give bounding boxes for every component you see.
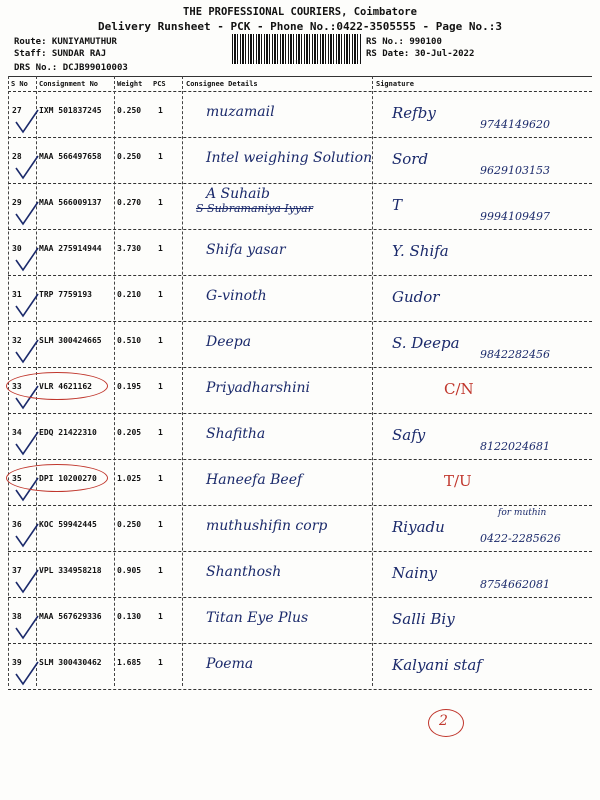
table-row [0,368,600,414]
row-sno: 35 [12,474,22,483]
check-tick-icon [14,430,40,458]
consignee-handwritten: muzamail [206,104,275,120]
signature-handwritten: S. Deepa [392,334,460,352]
check-tick-icon [14,292,40,320]
row-weight: 0.210 [117,290,142,299]
consignment-number: VLR 4621162 [39,382,92,391]
consignee-handwritten: Deepa [206,334,252,350]
row-pcs: 1 [158,520,163,529]
table-row [0,184,600,230]
row-pcs: 1 [158,566,163,575]
consignment-number: KOC 59942445 [39,520,97,529]
col-header-consignment: Consignment No [39,80,99,88]
consignment-number: EDQ 21422310 [39,428,97,437]
row-weight: 3.730 [117,244,142,253]
row-weight: 0.510 [117,336,142,345]
check-tick-icon [14,246,40,274]
signature-handwritten: C/N [444,380,474,398]
consignee-handwritten: Shanthosh [206,564,282,580]
row-weight: 1.685 [117,658,142,667]
consignee-handwritten: G-vinoth [206,288,267,304]
consignee-handwritten: A Suhaib [206,186,270,202]
consignee-handwritten: Poema [206,656,254,672]
consignment-number: MAA 566497658 [39,152,102,161]
rs-meta [366,36,474,60]
table-row [0,552,600,598]
signature-handwritten: T [392,196,403,214]
row-pcs: 1 [158,658,163,667]
company-title: THE PROFESSIONAL COURIERS, Coimbatore [183,6,417,18]
table-row [0,506,600,552]
row-pcs: 1 [158,198,163,207]
consignee-handwritten: Titan Eye Plus [206,610,309,626]
signature-handwritten: Gudor [392,288,440,306]
row-divider [8,689,592,690]
col-header-signature: Signature [376,80,414,88]
row-sno: 29 [12,198,22,207]
row-pcs: 1 [158,152,163,161]
row-sno: 39 [12,658,22,667]
row-pcs: 1 [158,290,163,299]
red-circle-annotation [6,464,108,492]
consignment-number: MAA 275914944 [39,244,102,253]
signature-handwritten: Salli Biy [392,610,455,628]
table-row [0,138,600,184]
row-pcs: 1 [158,106,163,115]
check-tick-icon [14,154,40,182]
consignment-number: SLM 300424665 [39,336,102,345]
consignee-struck-out: S Subramaniya Iyyar [196,202,313,215]
consignee-handwritten: Shifa yasar [206,242,286,258]
rs-number: RS No.: 990100 [366,37,442,47]
consignment-number: MAA 566009137 [39,198,102,207]
row-weight: 0.130 [117,612,142,621]
consignment-number: DPI 10200270 [39,474,97,483]
runsheet-subtitle: Delivery Runsheet - PCK - Phone No.:0422-3505555 - Page No.:3 [98,20,502,33]
row-sno: 32 [12,336,22,345]
table-row [0,92,600,138]
row-weight: 0.270 [117,198,142,207]
route-meta [14,36,128,74]
row-weight: 0.195 [117,382,142,391]
signature-handwritten: Riyadu [392,518,445,536]
row-sno: 33 [12,382,22,391]
row-weight: 0.250 [117,106,142,115]
check-tick-icon [14,108,40,136]
row-pcs: 1 [158,474,163,483]
row-sno: 30 [12,244,22,253]
row-weight: 0.250 [117,152,142,161]
table-row [0,414,600,460]
table-row [0,644,600,690]
col-header-pcs: PCS [153,80,166,88]
row-sno: 36 [12,520,22,529]
row-pcs: 1 [158,382,163,391]
phone-handwritten: 8754662081 [480,578,550,591]
col-header-weight: Weight [117,80,143,88]
row-sno: 38 [12,612,22,621]
check-tick-icon [14,200,40,228]
table-row [0,276,600,322]
row-sno: 28 [12,152,22,161]
signature-handwritten: Safy [392,426,426,444]
consignee-handwritten: muthushifin corp [206,518,328,534]
table-top-border [8,76,592,77]
check-tick-icon [14,614,40,642]
row-pcs: 1 [158,612,163,621]
row-pcs: 1 [158,428,163,437]
red-circle-annotation [6,372,108,400]
table-row [0,598,600,644]
row-weight: 0.905 [117,566,142,575]
phone-handwritten: 8122024681 [480,440,550,453]
consignee-handwritten: Haneefa Beef [206,472,303,488]
table-row [0,230,600,276]
col-header-details: Consignee Details [186,80,258,88]
consignment-number: MAA 567629336 [39,612,102,621]
row-pcs: 1 [158,244,163,253]
row-weight: 0.205 [117,428,142,437]
row-pcs: 1 [158,336,163,345]
row-sno: 31 [12,290,22,299]
row-sno: 37 [12,566,22,575]
table-row [0,322,600,368]
consignee-handwritten: Shafitha [206,426,266,442]
consignment-number: SLM 300430462 [39,658,102,667]
signature-handwritten: Refby [392,104,436,122]
phone-handwritten: 9629103153 [480,164,550,177]
check-tick-icon [14,522,40,550]
signature-handwritten: T/U [444,472,472,490]
check-tick-icon [14,660,40,688]
phone-handwritten: 0422-2285626 [480,532,561,545]
consignee-handwritten: Priyadharshini [206,380,311,396]
rs-date: RS Date: 30-Jul-2022 [366,49,475,59]
phone-handwritten: 9842282456 [480,348,550,361]
signature-handwritten: Sord [392,150,429,168]
check-tick-icon [14,568,40,596]
row-weight: 0.250 [117,520,142,529]
page-mark: 2 [439,713,448,729]
consignment-number: TRP 7759193 [39,290,92,299]
check-tick-icon [14,338,40,366]
row-weight: 1.025 [117,474,142,483]
drs-label: DRS No.: DCJB99010003 [14,63,128,73]
col-header-sno: S No [11,80,28,88]
consignment-number: IXM 501837245 [39,106,102,115]
page-mark-circle [428,709,464,737]
barcode-image [232,34,362,64]
signature-handwritten: Kalyani staf [392,656,482,674]
consignee-handwritten: Intel weighing Solution [206,150,373,166]
row-sno: 27 [12,106,22,115]
signature-handwritten: Y. Shifa [392,242,449,260]
signature-handwritten: Nainy [392,564,437,582]
route-label: Route: KUNIYAMUTHUR [14,37,117,47]
table-row [0,460,600,506]
phone-handwritten: 9744149620 [480,118,550,131]
row-sno: 34 [12,428,22,437]
signature-note: for muthin [498,508,547,518]
consignment-number: VPL 334958218 [39,566,102,575]
staff-label: Staff: SUNDAR RAJ [14,49,107,59]
phone-handwritten: 9994109497 [480,210,550,223]
